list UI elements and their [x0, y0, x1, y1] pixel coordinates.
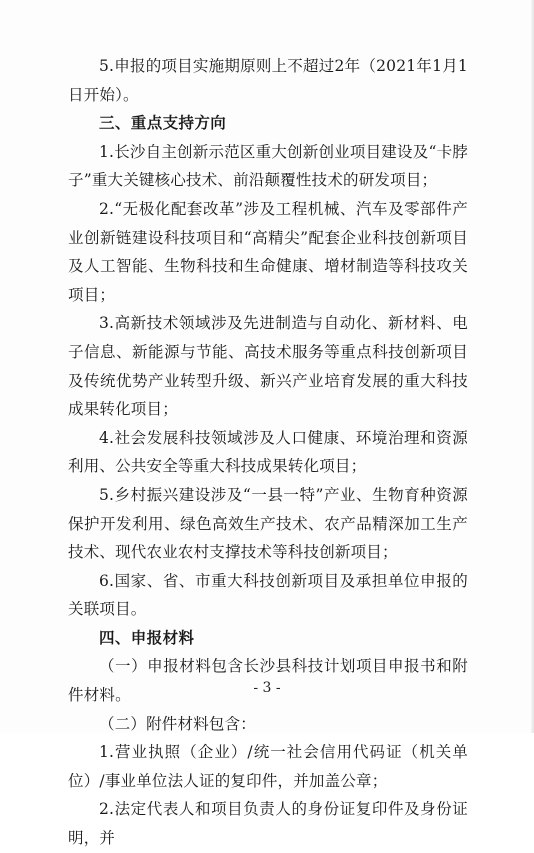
materials-1: （一）申报材料包含长沙县科技计划项目申报书和附件材料。	[68, 657, 468, 705]
page-number: - 3 -	[253, 680, 281, 696]
support-direction-4: 4.社会发展科技领域涉及人口健康、环境治理和资源利用、公共安全等重大科技成果转化项目；	[68, 428, 468, 476]
support-direction-1: 1.长沙自主创新示范区重大创新创业项目建设及“卡脖子”重大关键核心技术、前沿颠覆性技术的研发项目；	[68, 142, 468, 190]
support-direction-3: 3.高新技术领域涉及先进制造与自动化、新材料、电子信息、新能源与节能、高技术服务等重点科技创新项目及传统优势产业转型升级、新兴产业培育发展的重大科技成果转化项目；	[68, 314, 468, 419]
support-direction-2: 2.“无极化配套改革”涉及工程机械、汽车及零部件产业创新链建设科技项目和“高精尖”配套企业科技创新项目及人工智能、生物科技和生命健康、增材制造等科技攻关项目；	[68, 199, 468, 304]
section-3-heading: 三、重点支持方向	[99, 114, 227, 133]
support-direction-5: 5.乡村振兴建设涉及“一县一特”产业、生物育种资源保护开发利用、绿色高效生产技术、农产品精深加工生产技术、现代农业农村支撑技术等科技创新项目；	[68, 485, 468, 562]
materials-2: （二）附件材料包含：	[99, 714, 257, 733]
attachment-1: 1.营业执照（企业）/统一社会信用代码证（机关单位）/事业单位法人证的复印件，并加盖公章；	[68, 743, 468, 790]
support-direction-6: 6.国家、省、市重大科技创新项目及承担单位申报的关联项目。	[68, 571, 468, 619]
section-4-heading: 四、申报材料	[99, 628, 195, 647]
item-5-implementation-period: 5.申报的项目实施期原则上不超过2年（2021年1月1日开始）。	[68, 57, 468, 104]
attachment-2: 2.法定代表人和项目负责人的身份证复印件及身份证明，并	[68, 800, 468, 848]
